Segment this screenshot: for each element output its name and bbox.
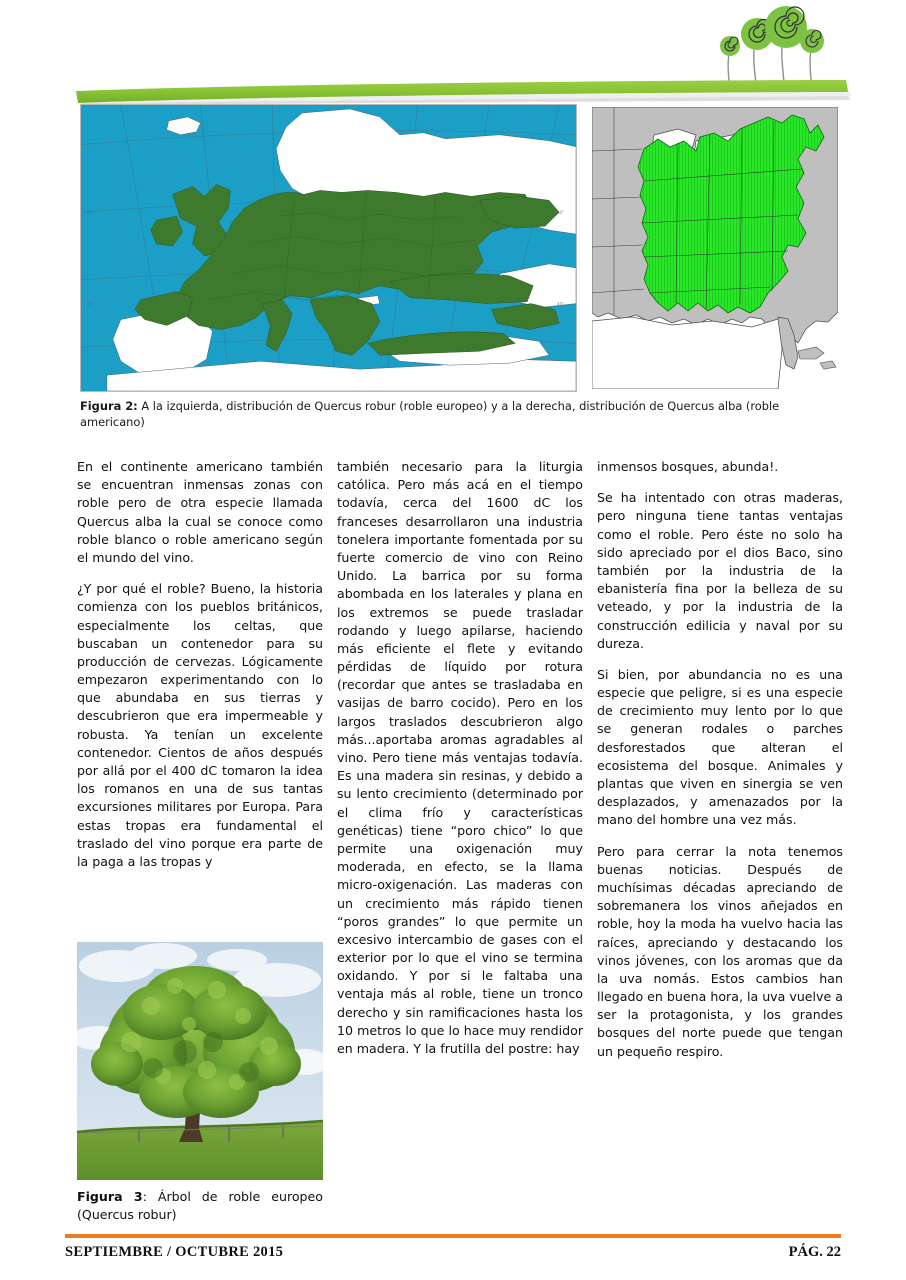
col3-paragraph-1: inmensos bosques, abunda!. (597, 459, 779, 474)
figure2-images (80, 104, 838, 392)
figure2-label: Figura 2: (80, 399, 138, 413)
svg-text:40°: 40° (86, 301, 95, 307)
col3-paragraph-3: Si bien, por abundancia no es una especie que peligre, si es una especie de crecimiento muy lento por lo que se generan rodales o parches desforestados que alteran el ecosistema del bosque. Animales y plantas que viven en sinergia se ven desplazados, y amenazados por la mano del hombre una vez más. (597, 666, 843, 828)
col3-paragraph-2: Se ha intentado con otras maderas, pero ninguna tiene tantas ventajas como el roble. Pero éste no solo ha sido apreciado por el dios Baco, sino también por la industria de la ebanistería fina por la belleza de su veteado, y por la industria de la construcción edilicia y naval por su dureza. (597, 490, 843, 651)
figure2-caption-text: A la izquierda, distribución de Quercus robur (roble europeo) y a la derecha, distribución de Quercus alba (roble americano) (80, 399, 780, 430)
text-column-2 (337, 458, 583, 1058)
col2-paragraph-1: también necesario para la liturgia católica. Pero más acá en el tiempo todavía, cerca del 1600 dC los franceses desarrollaron una industria tonelera importante fomentada por su fuerte comercio de vino con Reino Unido. La barrica por su forma abombada en los laterales y plana en los extremos se puede trasladar rodando y luego apilarse, haciendo más eficiente el flete y evitando pérdidas de líquido por rotura (recordar que antes se trasladaba en vasijas de barro cocido). Pero en los largos traslados descubrieron algo más...aportaba aromas agradables al vino. Pero tiene más ventajas todavía. Es una madera sin resinas, y debido a su lento crecimiento (determinado por el clima frío y características genéticas) tiene “poro chico” lo que permite una oxigenación muy moderada, en efecto, se la llama micro-oxigenación. Las maderas con un crecimiento más rápido tienen “poros grandes” lo que permite un excesivo intercambio de gases con el exterior por lo que el vino se termina oxidando. Y por si le faltaba una ventaja más al roble, tiene un tronco derecho y sin ramificaciones hasta los 10 metros lo que lo hace muy rendidor en madera. Y la frutilla del postre: hay (337, 459, 583, 1056)
figure2-caption (80, 398, 840, 430)
header-decoration (0, 0, 906, 110)
figure3-caption (77, 1188, 323, 1224)
footer-issue-date: SEPTIEMBRE / OCTUBRE 2015 (65, 1244, 284, 1260)
photo-european-oak-tree (77, 942, 323, 1180)
figure3-caption-text: : Árbol de roble europeo (Quercus robur) (77, 1189, 323, 1223)
swirl-tree-small-right (800, 29, 824, 53)
figure3-label: Figura 3 (77, 1189, 143, 1204)
col1-paragraph-1: En el continente americano también se encuentran inmensas zonas con roble pero de otra especie llamada Quercus alba la cual se conoce como roble blanco o roble americano según el mundo del vino. (77, 459, 323, 565)
col1-paragraph-2: ¿Y por qué el roble? Bueno, la historia comienza con los pueblos británicos, especialmente los celtas, que buscaban un contenedor para su producción de cervezas. Lógicamente empezaron experimentando con lo que abundaba en sus tierras y descubrieron que era impermeable y robusta. Ya tenían un excelente contenedor. Cientos de años después por allá por el 400 dC tomaron la idea los romanos en una de sus tantas excursiones militares por Europa. Para estas tropas era fundamental el traslado del vino porque era parte de la paga a las tropas y (77, 581, 323, 869)
svg-text:60°: 60° (86, 210, 95, 216)
text-column-1 (77, 458, 323, 884)
svg-text:40°: 40° (557, 301, 565, 307)
map-quercus-robur-europe (80, 104, 577, 392)
text-column-3 (597, 458, 843, 1074)
footer-divider (65, 1234, 841, 1238)
col3-paragraph-4: Pero para cerrar la nota tenemos buenas noticias. Después de muchísimas décadas apreciando de sobremanera los vinos añejados en roble, hoy la moda ha vuelvo hacia las raíces, apreciando y destacando los vinos jóvenes, con los aromas que da la uva nomás. Estos cambios han llegado en buena hora, la uva vuelve a ser la protagonista, y los grandes bosques del norte puede que tengan un pequeño respiro. (597, 843, 843, 1059)
map-quercus-alba-north-america (592, 107, 838, 389)
svg-text:60°: 60° (557, 210, 565, 216)
footer-page-number: PÁG. 22 (788, 1244, 841, 1260)
swirl-tree-small-left (720, 36, 740, 56)
